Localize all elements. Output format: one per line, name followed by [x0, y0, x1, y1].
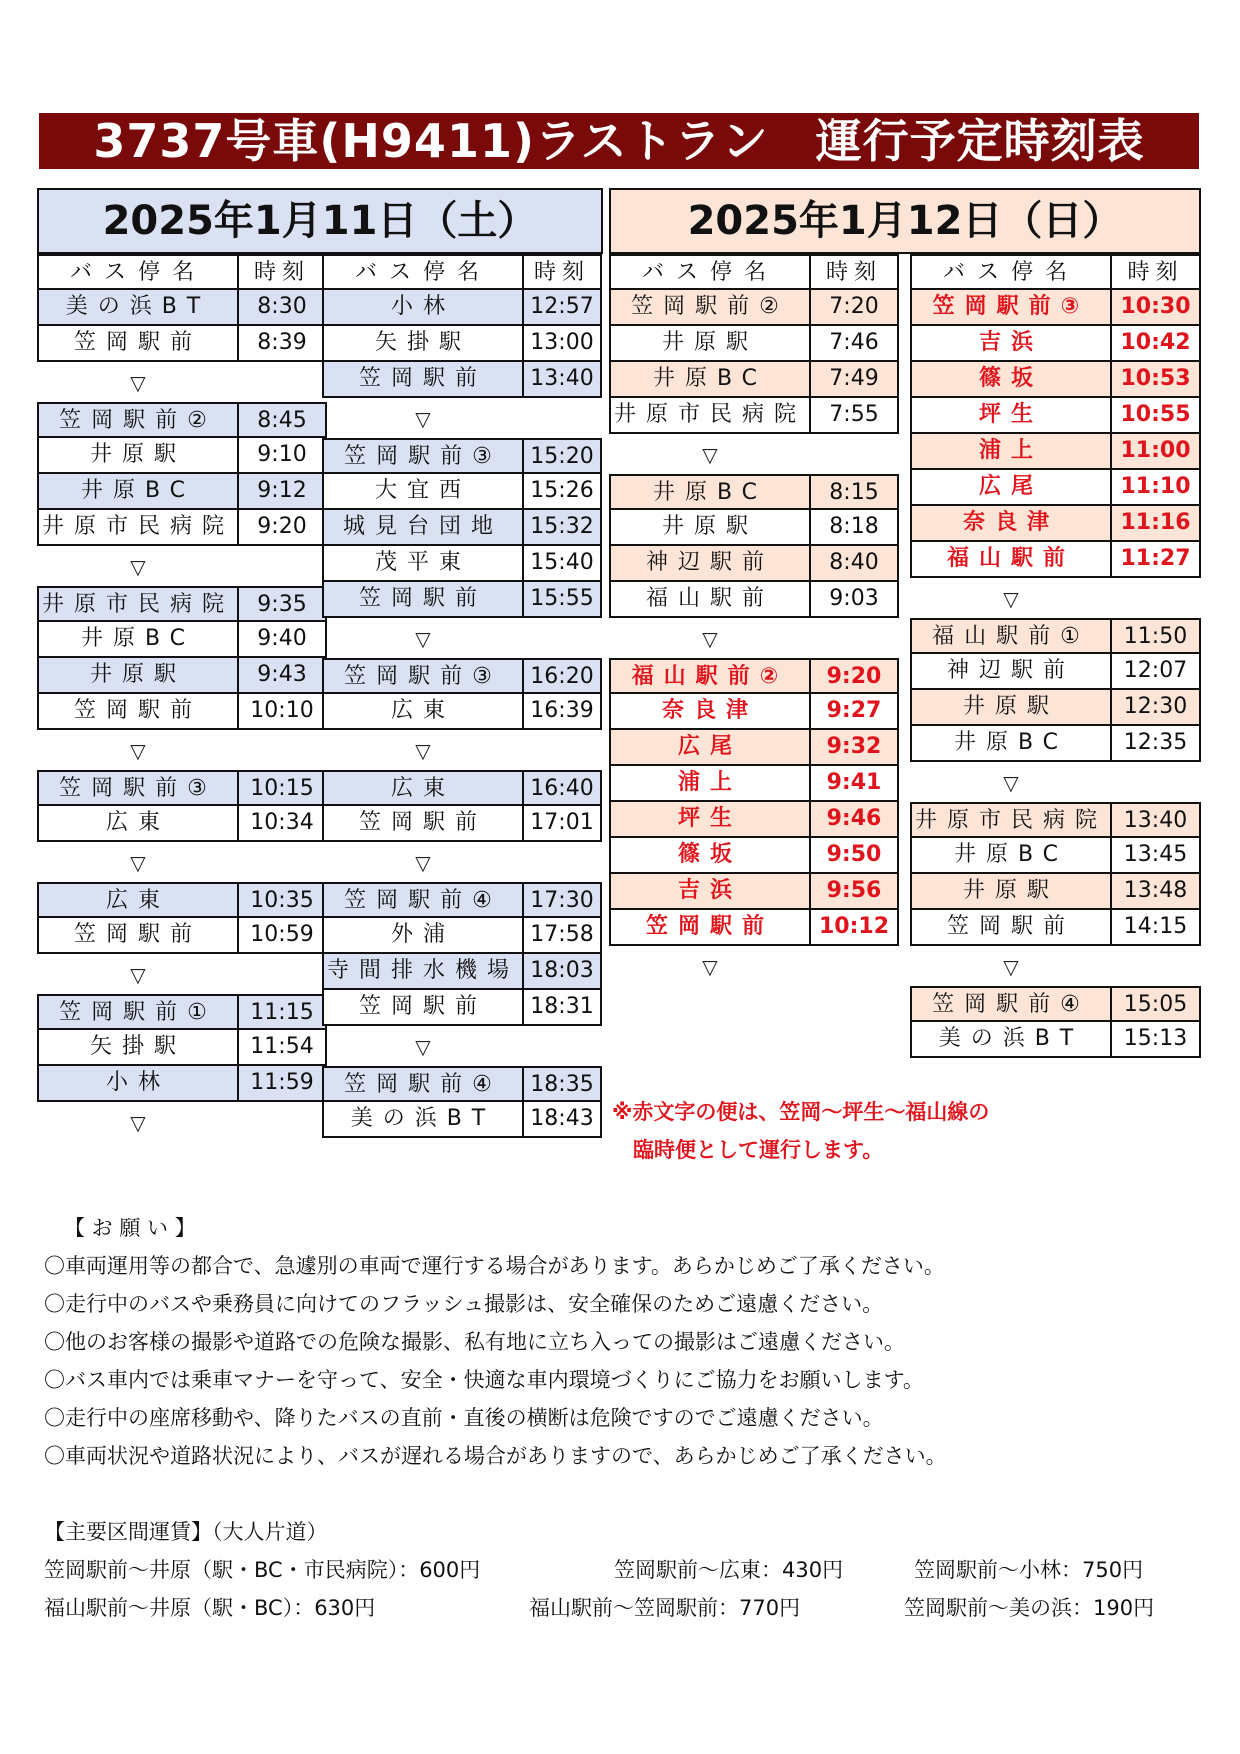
departure-time: 11:27	[1110, 540, 1201, 578]
stop-name: 井原BC	[910, 724, 1112, 762]
stop-name: 寺間排水機場	[322, 952, 524, 990]
table-row	[609, 910, 899, 948]
departure-time: 13:40	[1110, 802, 1201, 840]
table-row	[37, 694, 327, 732]
departure-time: 9:20	[809, 658, 899, 696]
departure-time: 16:39	[522, 692, 602, 730]
departure-time: 7:55	[809, 396, 899, 434]
stop-name: 笠岡駅前	[322, 988, 524, 1026]
stop-name: 城見台団地	[322, 508, 524, 546]
stop-name: 美の浜BT	[910, 1020, 1112, 1058]
stop-name: 笠岡駅前④	[322, 882, 524, 920]
fares-heading: 【主要区間運賃】（大人片道）	[44, 1520, 328, 1544]
departure-time: 9:43	[237, 656, 327, 694]
header-stop-name: バス停名	[910, 254, 1112, 292]
table-row	[322, 918, 602, 956]
stop-name: 福山駅前②	[609, 658, 811, 696]
departure-time: 14:15	[1110, 908, 1201, 946]
continue-arrow: ▽	[1003, 771, 1019, 795]
departure-time: 15:32	[522, 508, 602, 546]
stop-name: 井原BC	[609, 360, 811, 398]
departure-time: 9:46	[809, 800, 899, 838]
timetable-column-4	[910, 254, 1201, 1060]
continue-arrow: ▽	[415, 739, 431, 763]
departure-time: 11:54	[237, 1028, 327, 1066]
stop-name: 井原BC	[910, 836, 1112, 874]
continue-arrow: ▽	[415, 407, 431, 431]
table-row	[322, 990, 602, 1028]
request-section	[44, 1209, 947, 1475]
departure-time: 7:46	[809, 324, 899, 362]
table-row	[609, 802, 899, 840]
stop-name: 井原駅	[609, 324, 811, 362]
table-row	[910, 362, 1201, 400]
continue-arrow: ▽	[702, 443, 718, 467]
departure-time: 10:53	[1110, 360, 1201, 398]
stop-name: 笠岡駅前	[322, 804, 524, 842]
stop-name: 井原駅	[37, 436, 239, 474]
table-row	[910, 986, 1201, 1024]
departure-time: 10:35	[237, 882, 327, 920]
header-time: 時刻	[237, 254, 327, 292]
departure-time: 10:12	[809, 908, 899, 946]
table-header-row	[322, 254, 602, 292]
table-row	[910, 690, 1201, 728]
stop-name: 外浦	[322, 916, 524, 954]
departure-time: 11:50	[1110, 618, 1201, 656]
table-row	[910, 290, 1201, 328]
request-item: 〇走行中の座席移動や、降りたバスの直前・直後の横断は危険ですのでご遠慮ください。	[44, 1406, 884, 1430]
departure-time: 9:56	[809, 872, 899, 910]
table-row	[322, 694, 602, 732]
departure-time: 17:30	[522, 882, 602, 920]
table-row	[322, 546, 602, 584]
stop-name: 広東	[37, 882, 239, 920]
table-row	[910, 470, 1201, 508]
red-text-note	[612, 1093, 989, 1169]
stop-name: 笠岡駅前	[37, 692, 239, 730]
table-row	[37, 994, 327, 1032]
stop-name: 広尾	[910, 468, 1112, 506]
continue-arrow: ▽	[1003, 955, 1019, 979]
stop-name: 笠岡駅前②	[609, 288, 811, 326]
departure-time: 8:39	[237, 324, 327, 362]
departure-time: 9:12	[237, 472, 327, 510]
departure-time: 15:13	[1110, 1020, 1201, 1058]
note-line-2: 臨時便として運行します。	[612, 1138, 884, 1162]
table-row	[609, 326, 899, 364]
continue-arrow: ▽	[130, 739, 146, 763]
table-row	[609, 694, 899, 732]
stop-name: 坪生	[609, 800, 811, 838]
table-row	[609, 546, 899, 584]
header-time: 時刻	[1110, 254, 1201, 292]
stop-name: 福山駅前①	[910, 618, 1112, 656]
stop-name: 篠坂	[609, 836, 811, 874]
stop-name: 井原BC	[37, 472, 239, 510]
departure-time: 9:35	[237, 586, 327, 624]
departure-time: 16:40	[522, 770, 602, 808]
departure-time: 18:03	[522, 952, 602, 990]
table-row	[910, 326, 1201, 364]
table-row	[322, 770, 602, 808]
stop-name: 浦上	[609, 764, 811, 802]
departure-time: 13:45	[1110, 836, 1201, 874]
stop-name: 井原駅	[910, 688, 1112, 726]
stop-name: 矢掛駅	[37, 1028, 239, 1066]
stop-name: 神辺駅前	[609, 544, 811, 582]
table-row	[910, 654, 1201, 692]
table-row	[910, 1022, 1201, 1060]
stop-name: 井原市民病院	[37, 508, 239, 546]
departure-time: 10:55	[1110, 396, 1201, 434]
stop-name: 坪生	[910, 396, 1112, 434]
stop-name: 浦上	[910, 432, 1112, 470]
table-row	[37, 402, 327, 440]
departure-time: 8:45	[237, 402, 327, 440]
stop-name: 笠岡駅前	[910, 908, 1112, 946]
stop-name: 井原駅	[37, 656, 239, 694]
fare-item: 福山駅前～笠岡駅前：770円	[529, 1596, 801, 1620]
table-row	[37, 1066, 327, 1104]
table-row	[609, 362, 899, 400]
continue-arrow: ▽	[702, 627, 718, 651]
table-row	[910, 542, 1201, 580]
table-row	[609, 838, 899, 876]
departure-time: 10:30	[1110, 288, 1201, 326]
departure-time: 18:31	[522, 988, 602, 1026]
table-row	[37, 1030, 327, 1068]
timetable-column-1	[37, 254, 327, 1142]
departure-time: 11:10	[1110, 468, 1201, 506]
table-row	[609, 474, 899, 512]
continue-arrow: ▽	[130, 371, 146, 395]
departure-time: 13:00	[522, 324, 602, 362]
table-row	[37, 658, 327, 696]
table-row	[910, 618, 1201, 656]
table-row	[37, 770, 327, 808]
departure-time: 18:43	[522, 1100, 602, 1138]
stop-name: 福山駅前	[609, 580, 811, 618]
request-item: 〇他のお客様の撮影や道路での危険な撮影、私有地に立ち入っての撮影はご遠慮ください。	[44, 1330, 905, 1354]
stop-name: 茂平東	[322, 544, 524, 582]
stop-name: 福山駅前	[910, 540, 1112, 578]
continue-arrow: ▽	[130, 1111, 146, 1135]
stop-name: 笠岡駅前	[322, 360, 524, 398]
table-row	[37, 290, 327, 328]
continue-arrow: ▽	[1003, 587, 1019, 611]
departure-time: 8:18	[809, 508, 899, 546]
departure-time: 10:10	[237, 692, 327, 730]
stop-name: 笠岡駅前	[609, 908, 811, 946]
departure-time: 8:40	[809, 544, 899, 582]
request-item: 〇車両状況や道路状況により、バスが遅れる場合がありますので、あらかじめご了承ください。	[44, 1444, 947, 1468]
table-row	[322, 362, 602, 400]
table-row	[37, 918, 327, 956]
stop-name: 広東	[322, 692, 524, 730]
table-row	[37, 326, 327, 364]
table-row	[609, 582, 899, 620]
table-row	[37, 882, 327, 920]
table-row	[609, 874, 899, 912]
header-stop-name: バス停名	[322, 254, 524, 292]
departure-time: 15:26	[522, 472, 602, 510]
departure-time: 9:32	[809, 728, 899, 766]
request-heading: 【 お 願 い 】	[64, 1216, 196, 1240]
stop-name: 井原市民病院	[910, 802, 1112, 840]
stop-name: 井原駅	[609, 508, 811, 546]
table-row	[609, 398, 899, 436]
departure-time: 7:20	[809, 288, 899, 326]
table-row	[37, 438, 327, 476]
fare-item: 笠岡駅前～広東：430円	[614, 1558, 844, 1582]
departure-time: 9:50	[809, 836, 899, 874]
stop-name: 笠岡駅前	[37, 916, 239, 954]
table-row	[910, 838, 1201, 876]
date-header-day2: 2025年1月12日（日）	[609, 188, 1201, 254]
departure-time: 13:48	[1110, 872, 1201, 910]
table-row	[609, 510, 899, 548]
departure-time: 10:34	[237, 804, 327, 842]
table-row	[37, 806, 327, 844]
table-row	[322, 510, 602, 548]
table-row	[910, 434, 1201, 472]
stop-name: 篠坂	[910, 360, 1112, 398]
stop-name: 笠岡駅前④	[910, 986, 1112, 1024]
table-row	[322, 474, 602, 512]
timetable-column-3	[609, 254, 899, 986]
departure-time: 12:07	[1110, 652, 1201, 690]
departure-time: 11:59	[237, 1064, 327, 1102]
continue-arrow: ▽	[415, 627, 431, 651]
departure-time: 9:03	[809, 580, 899, 618]
departure-time: 11:16	[1110, 504, 1201, 542]
stop-name: 奈良津	[609, 692, 811, 730]
stop-name: 笠岡駅前④	[322, 1066, 524, 1104]
continue-arrow: ▽	[415, 1035, 431, 1059]
timetable-column-2	[322, 254, 602, 1140]
stop-name: 井原BC	[37, 620, 239, 658]
stop-name: 井原駅	[910, 872, 1112, 910]
departure-time: 16:20	[522, 658, 602, 696]
request-item: 〇車両運用等の都合で、急遽別の車両で運行する場合があります。あらかじめご了承ください。	[44, 1254, 945, 1278]
stop-name: 笠岡駅前	[322, 580, 524, 618]
stop-name: 奈良津	[910, 504, 1112, 542]
stop-name: 笠岡駅前③	[322, 658, 524, 696]
header-stop-name: バス停名	[609, 254, 811, 292]
table-row	[910, 910, 1201, 948]
stop-name: 笠岡駅前①	[37, 994, 239, 1032]
page-title: 3737号車(H9411)ラストラン 運行予定時刻表	[39, 113, 1199, 169]
departure-time: 9:10	[237, 436, 327, 474]
request-item: 〇走行中のバスや乗務員に向けてのフラッシュ撮影は、安全確保のためご遠慮ください。	[44, 1292, 884, 1316]
table-row	[37, 474, 327, 512]
departure-time: 12:35	[1110, 724, 1201, 762]
table-row	[322, 806, 602, 844]
table-header-row	[910, 254, 1201, 292]
date-header-day1: 2025年1月11日（土）	[37, 188, 603, 254]
continue-arrow: ▽	[130, 963, 146, 987]
departure-time: 17:01	[522, 804, 602, 842]
header-time: 時刻	[809, 254, 899, 292]
departure-time: 9:41	[809, 764, 899, 802]
departure-time: 12:30	[1110, 688, 1201, 726]
fare-item: 福山駅前～井原（駅・BC）：630円	[44, 1596, 376, 1620]
table-row	[322, 882, 602, 920]
table-row	[322, 290, 602, 328]
continue-arrow: ▽	[130, 555, 146, 579]
departure-time: 11:00	[1110, 432, 1201, 470]
table-header-row	[37, 254, 327, 292]
departure-time: 15:40	[522, 544, 602, 582]
table-row	[910, 726, 1201, 764]
table-header-row	[609, 254, 899, 292]
departure-time: 9:40	[237, 620, 327, 658]
table-row	[609, 290, 899, 328]
stop-name: 広尾	[609, 728, 811, 766]
departure-time: 15:55	[522, 580, 602, 618]
departure-time: 15:20	[522, 438, 602, 476]
departure-time: 13:40	[522, 360, 602, 398]
departure-time: 7:49	[809, 360, 899, 398]
fare-item: 笠岡駅前～井原（駅・BC・市民病院）：600円	[44, 1558, 481, 1582]
stop-name: 矢掛駅	[322, 324, 524, 362]
stop-name: 大宜西	[322, 472, 524, 510]
departure-time: 10:42	[1110, 324, 1201, 362]
note-line-1: ※赤文字の便は、笠岡～坪生～福山線の	[612, 1100, 990, 1124]
fare-item: 笠岡駅前～小林：750円	[914, 1558, 1144, 1582]
stop-name: 笠岡駅前③	[37, 770, 239, 808]
stop-name: 笠岡駅前	[37, 324, 239, 362]
departure-time: 18:35	[522, 1066, 602, 1104]
departure-time: 10:15	[237, 770, 327, 808]
departure-time: 10:59	[237, 916, 327, 954]
departure-time: 17:58	[522, 916, 602, 954]
table-row	[910, 802, 1201, 840]
stop-name: 神辺駅前	[910, 652, 1112, 690]
departure-time: 8:30	[237, 288, 327, 326]
stop-name: 笠岡駅前③	[322, 438, 524, 476]
table-row	[322, 954, 602, 992]
table-row	[322, 1066, 602, 1104]
stop-name: 笠岡駅前②	[37, 402, 239, 440]
stop-name: 笠岡駅前③	[910, 288, 1112, 326]
stop-name: 吉浜	[910, 324, 1112, 362]
continue-arrow: ▽	[702, 955, 718, 979]
departure-time: 9:20	[237, 508, 327, 546]
stop-name: 広東	[37, 804, 239, 842]
table-row	[910, 398, 1201, 436]
continue-arrow: ▽	[415, 851, 431, 875]
departure-time: 11:15	[237, 994, 327, 1032]
fare-item: 笠岡駅前～美の浜：190円	[904, 1596, 1155, 1620]
stop-name: 井原市民病院	[37, 586, 239, 624]
departure-time: 15:05	[1110, 986, 1201, 1024]
stop-name: 井原BC	[609, 474, 811, 512]
continue-arrow: ▽	[130, 851, 146, 875]
table-row	[609, 730, 899, 768]
table-row	[37, 586, 327, 624]
table-row	[37, 510, 327, 548]
table-row	[37, 622, 327, 660]
table-row	[322, 326, 602, 364]
stop-name: 美の浜BT	[37, 288, 239, 326]
table-row	[910, 506, 1201, 544]
stop-name: 美の浜BT	[322, 1100, 524, 1138]
departure-time: 8:15	[809, 474, 899, 512]
table-row	[322, 1102, 602, 1140]
departure-time: 9:27	[809, 692, 899, 730]
stop-name: 小林	[322, 288, 524, 326]
table-row	[322, 582, 602, 620]
table-row	[609, 766, 899, 804]
stop-name: 井原市民病院	[609, 396, 811, 434]
stop-name: 吉浜	[609, 872, 811, 910]
request-item: 〇バス車内では乗車マナーを守って、安全・快適な車内環境づくりにご協力をお願いします。	[44, 1368, 924, 1392]
header-time: 時刻	[522, 254, 602, 292]
table-row	[322, 438, 602, 476]
table-row	[910, 874, 1201, 912]
table-row	[609, 658, 899, 696]
table-row	[322, 658, 602, 696]
stop-name: 広東	[322, 770, 524, 808]
stop-name: 小林	[37, 1064, 239, 1102]
header-stop-name: バス停名	[37, 254, 239, 292]
departure-time: 12:57	[522, 288, 602, 326]
